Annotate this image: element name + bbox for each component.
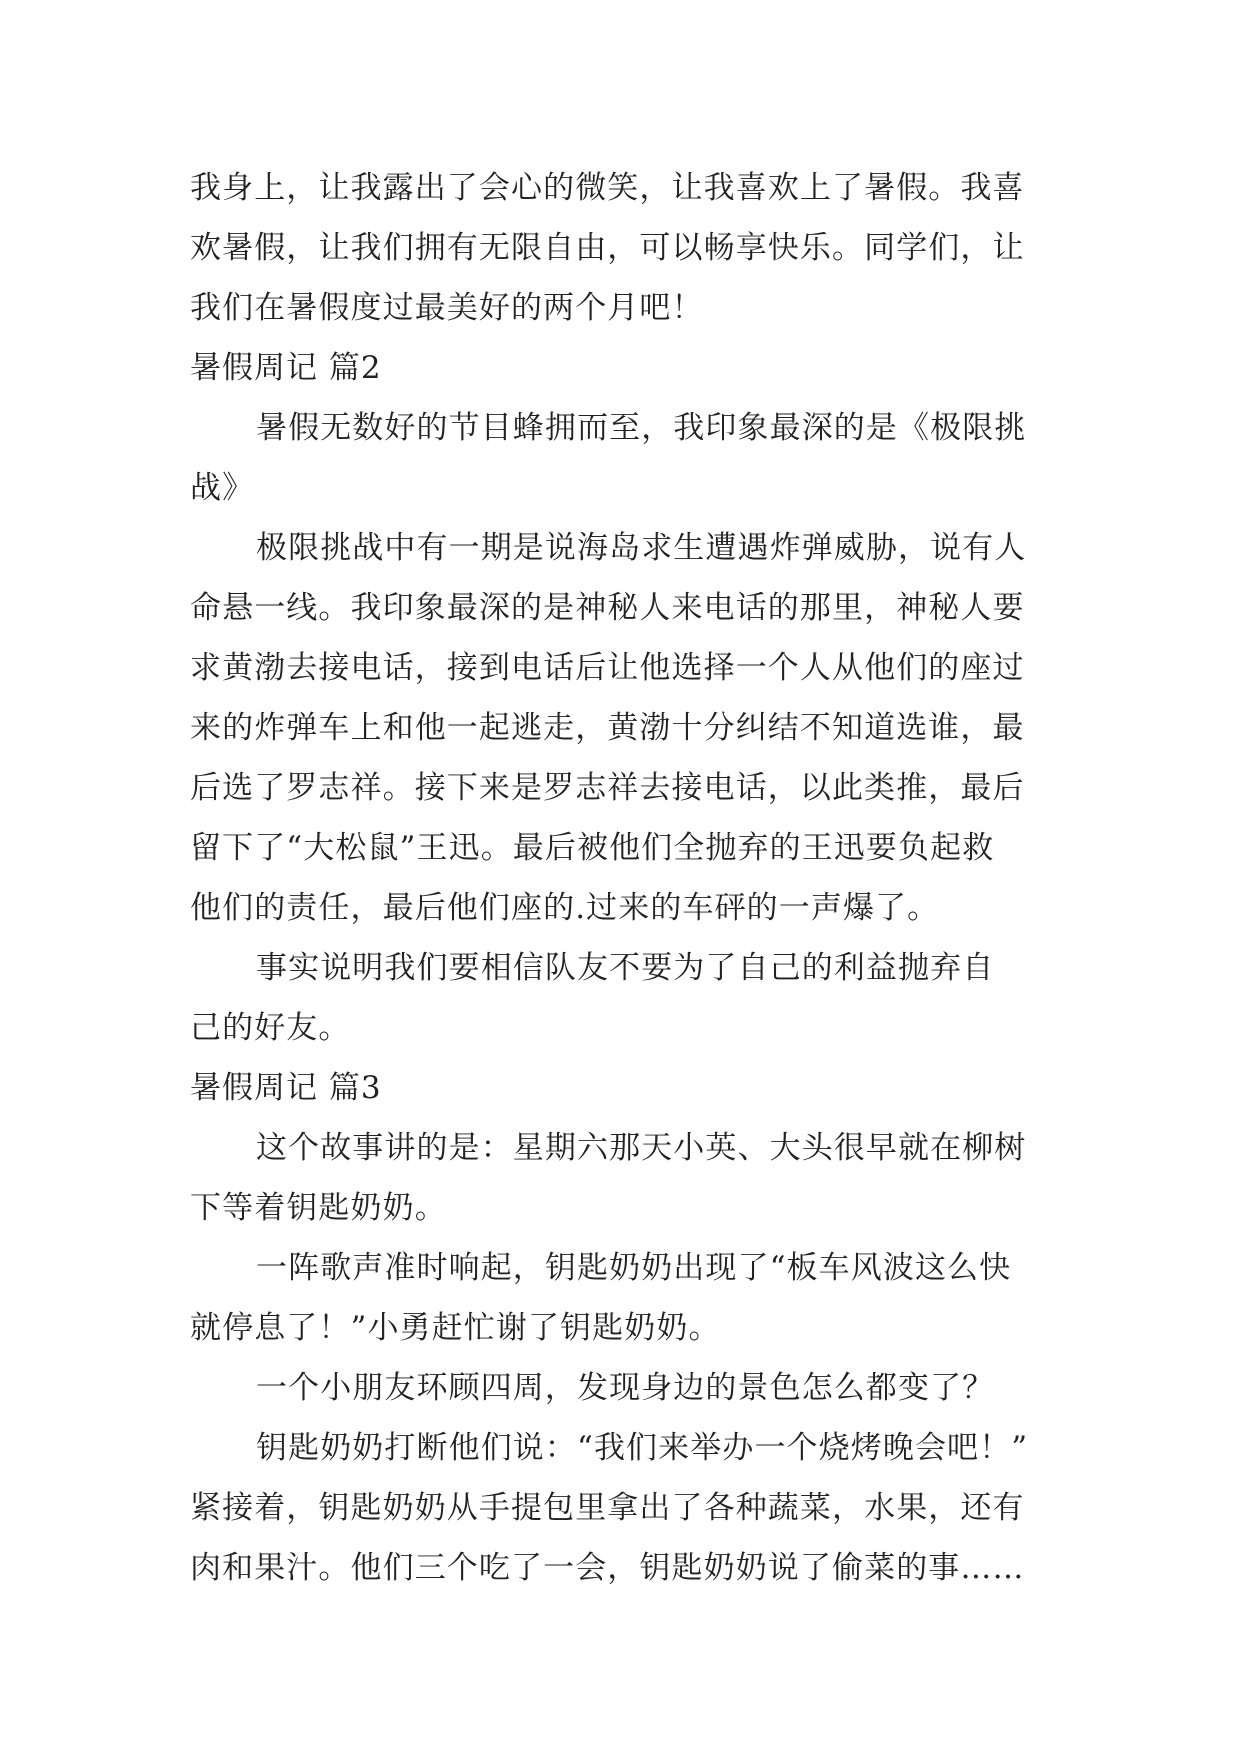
text-line: 求黄渤去接电话，接到电话后让他选择一个人从他们的座过 xyxy=(190,650,1025,686)
text-line: 我身上，让我露出了会心的微笑，让我喜欢上了暑假。我喜 xyxy=(190,170,1025,206)
paragraph-first-line: 钥匙奶奶打断他们说：“我们来举办一个烧烤晚会吧！” xyxy=(256,1430,1029,1466)
section-heading: 暑假周记 篇3 xyxy=(190,1070,382,1106)
paragraph-first-line: 极限挑战中有一期是说海岛求生遭遇炸弹威胁，说有人 xyxy=(256,530,1027,566)
paragraph-first-line: 一阵歌声准时响起，钥匙奶奶出现了“板车风波这么快 xyxy=(256,1250,1012,1286)
text-line: 紧接着，钥匙奶奶从手提包里拿出了各种蔬菜，水果，还有 xyxy=(190,1490,1025,1526)
paragraph-first-line: 一个小朋友环顾四周，发现身边的景色怎么都变了？ xyxy=(256,1370,995,1406)
text-line: 下等着钥匙奶奶。 xyxy=(190,1190,447,1226)
text-line: 肉和果汁。他们三个吃了一会，钥匙奶奶说了偷菜的事…… xyxy=(190,1550,1025,1586)
text-line: 欢暑假，让我们拥有无限自由，可以畅享快乐。同学们，让 xyxy=(190,230,1025,266)
text-line: 己的好友。 xyxy=(190,1010,351,1046)
text-line: 就停息了！”小勇赶忙谢了钥匙奶奶。 xyxy=(190,1310,721,1346)
text-line: 来的炸弹车上和他一起逃走，黄渤十分纠结不知道选谁，最 xyxy=(190,710,1025,746)
text-line: 后选了罗志祥。接下来是罗志祥去接电话，以此类推，最后 xyxy=(190,770,1025,806)
text-line: 命悬一线。我印象最深的是神秘人来电话的那里，神秘人要 xyxy=(190,590,1025,626)
text-line: 留下了“大松鼠”王迅。最后被他们全抛弃的王迅要负起救 xyxy=(190,830,995,866)
paragraph-first-line: 暑假无数好的节目蜂拥而至，我印象最深的是《极限挑 xyxy=(256,410,1027,446)
paragraph-first-line: 事实说明我们要相信队友不要为了自己的利益抛弃自 xyxy=(256,950,995,986)
paragraph-first-line: 这个故事讲的是：星期六那天小英、大头很早就在柳树 xyxy=(256,1130,1027,1166)
text-line: 战》 xyxy=(190,470,255,506)
document-body xyxy=(190,158,1050,1598)
text-line: 我们在暑假度过最美好的两个月吧！ xyxy=(190,290,704,326)
text-line: 他们的责任，最后他们座的.过来的车砰的一声爆了。 xyxy=(190,890,940,926)
section-heading: 暑假周记 篇2 xyxy=(190,350,382,386)
